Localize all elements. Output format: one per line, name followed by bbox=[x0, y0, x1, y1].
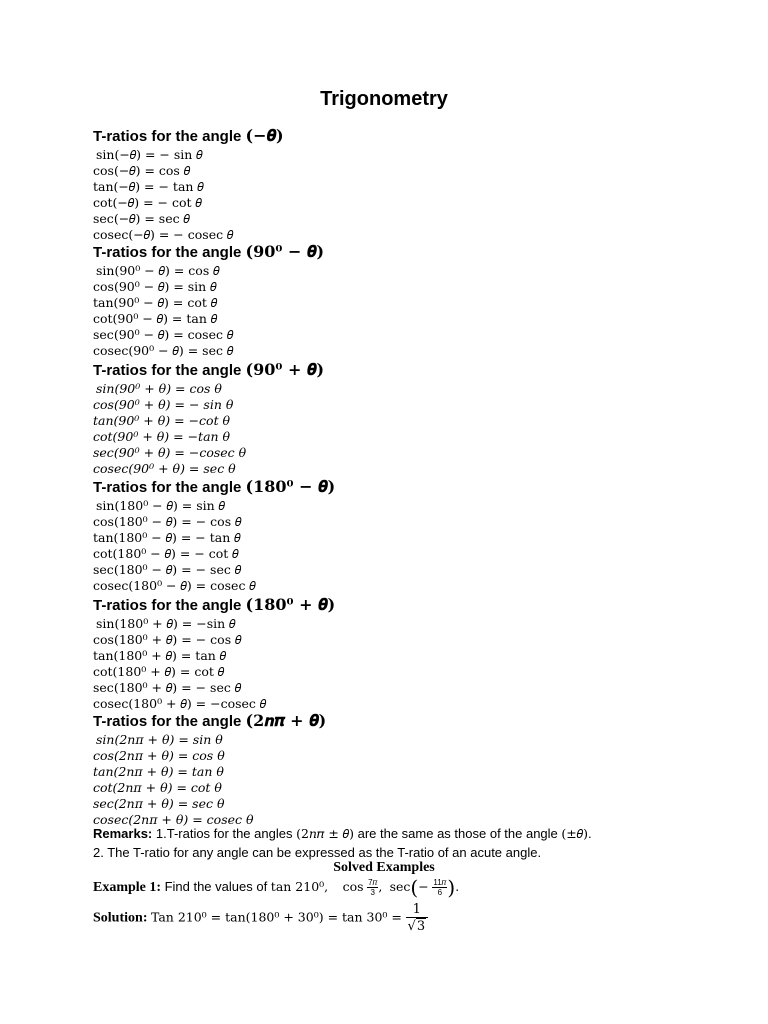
formula-line: tan(180⁰ − 𝜃) = − tan 𝜃 bbox=[93, 530, 241, 545]
formula-line: sin(90⁰ + 𝜃) = cos 𝜃 bbox=[96, 381, 222, 396]
formula-line: cot(−𝜃) = − cot 𝜃 bbox=[93, 195, 202, 210]
solution-label: Solution bbox=[93, 910, 143, 926]
example-1-math-sec-fn: sec bbox=[389, 879, 411, 894]
formula-line: sec(180⁰ − 𝜃) = − sec 𝜃 bbox=[93, 562, 242, 577]
example-1-separator: , bbox=[378, 879, 383, 894]
example-1-label: Example 1 bbox=[93, 880, 157, 895]
example-1-colon: : bbox=[156, 880, 165, 895]
section-heading-text: T-ratios for the angle bbox=[93, 713, 246, 730]
remarks-math-1: (2𝑛𝜋 ± 𝜃) bbox=[296, 826, 354, 841]
solved-examples-heading: Solved Examples bbox=[333, 860, 435, 875]
formula-line: tan(180⁰ + 𝜃) = tan 𝜃 bbox=[93, 648, 227, 663]
formula-line: sin(180⁰ + 𝜃) = −sin 𝜃 bbox=[96, 616, 236, 631]
section-heading-math: (−𝜽) bbox=[245, 126, 284, 145]
section-heading-text: T-ratios for the angle bbox=[93, 244, 246, 261]
example-1-end: . bbox=[455, 879, 460, 894]
section-heading-math: (90⁰ + 𝜽) bbox=[245, 360, 325, 379]
formula-line: sec(90⁰ + 𝜃) = −cosec 𝜃 bbox=[93, 445, 247, 460]
section-heading bbox=[93, 127, 284, 146]
sqrt-symbol: √3 bbox=[407, 919, 426, 934]
sqrt-radicand: 3 bbox=[416, 919, 426, 934]
formula-line: cos(−𝜃) = cos 𝜃 bbox=[93, 163, 191, 178]
section-heading-text: T-ratios for the angle bbox=[93, 479, 246, 496]
formula-line: sec(90⁰ − 𝜃) = cosec 𝜃 bbox=[93, 327, 234, 342]
formula-line: cosec(90⁰ − 𝜃) = sec 𝜃 bbox=[93, 343, 234, 358]
cos-fraction-numerator: 7𝜋 bbox=[368, 878, 378, 888]
solution-colon: : bbox=[142, 910, 151, 926]
formula-line: tan(−𝜃) = − tan 𝜃 bbox=[93, 179, 204, 194]
section-heading-math: (180⁰ − 𝜽) bbox=[245, 477, 336, 496]
formula-line: cot(90⁰ − 𝜃) = tan 𝜃 bbox=[93, 311, 218, 326]
section-heading-math: (2𝒏𝝅 + 𝜽) bbox=[245, 711, 327, 730]
formula-line: cot(180⁰ + 𝜃) = cot 𝜃 bbox=[93, 664, 225, 679]
right-paren: ) bbox=[447, 875, 456, 900]
page-title: Trigonometry bbox=[320, 88, 448, 110]
formula-line: tan(2𝑛𝜋 + 𝜃) = tan 𝜃 bbox=[93, 764, 224, 779]
formula-line: cos(90⁰ − 𝜃) = sin 𝜃 bbox=[93, 279, 217, 294]
formula-line: cosec(180⁰ − 𝜃) = cosec 𝜃 bbox=[93, 578, 256, 593]
left-paren: ( bbox=[410, 875, 419, 900]
section-heading-text: T-ratios for the angle bbox=[93, 128, 246, 145]
example-1-text: Find the values of bbox=[164, 879, 271, 894]
remarks-label: Remarks: bbox=[93, 826, 153, 841]
formula-line: sec(180⁰ + 𝜃) = − sec 𝜃 bbox=[93, 680, 242, 695]
remarks-text-a: 1.T-ratios for the angles bbox=[152, 826, 297, 841]
section-heading bbox=[93, 361, 324, 380]
section-heading-text: T-ratios for the angle bbox=[93, 597, 246, 614]
formula-line: cos(90⁰ + 𝜃) = − sin 𝜃 bbox=[93, 397, 234, 412]
formula-line: sec(2𝑛𝜋 + 𝜃) = sec 𝜃 bbox=[93, 796, 225, 811]
solution-fraction-denominator bbox=[406, 918, 429, 934]
example-1-math-tan: tan 210⁰, bbox=[270, 879, 329, 894]
example-1 bbox=[93, 875, 460, 900]
example-1-cos-fraction bbox=[367, 878, 378, 897]
formula-line: sin(−𝜃) = − sin 𝜃 bbox=[96, 147, 203, 162]
remarks-text-c: . bbox=[587, 826, 592, 841]
section-heading bbox=[93, 243, 324, 262]
formula-line: cosec(−𝜃) = − cosec 𝜃 bbox=[93, 227, 234, 242]
formula-line: cosec(2𝑛𝜋 + 𝜃) = cosec 𝜃 bbox=[93, 812, 254, 827]
formula-line: tan(90⁰ − 𝜃) = cot 𝜃 bbox=[93, 295, 218, 310]
solution-fraction bbox=[406, 902, 429, 934]
solution-fraction-numerator: 1 bbox=[406, 902, 429, 918]
formula-line: cosec(90⁰ + 𝜃) = sec 𝜃 bbox=[93, 461, 236, 476]
formula-line: tan(90⁰ + 𝜃) = −cot 𝜃 bbox=[93, 413, 231, 428]
cos-fraction-denominator: 3 bbox=[370, 888, 375, 898]
sec-fraction-numerator: 11𝜋 bbox=[433, 878, 447, 888]
remarks-line-2: 2. The T-ratio for any angle can be expressed as the T-ratio of an acute angle. bbox=[93, 845, 542, 860]
formula-line: cos(180⁰ − 𝜃) = − cos 𝜃 bbox=[93, 514, 242, 529]
formula-line: sin(90⁰ − 𝜃) = cos 𝜃 bbox=[96, 263, 220, 278]
remarks-math-2: (±𝜃) bbox=[561, 826, 588, 841]
formula-line: cot(180⁰ − 𝜃) = − cot 𝜃 bbox=[93, 546, 239, 561]
solution-expression: Tan 210⁰ = tan(180⁰ + 30⁰) = tan 30⁰ = bbox=[150, 909, 402, 925]
formula-line: sin(180⁰ − 𝜃) = sin 𝜃 bbox=[96, 498, 225, 513]
section-heading-text: T-ratios for the angle bbox=[93, 362, 246, 379]
example-1-math-cos-fn: cos bbox=[342, 879, 364, 894]
section-heading bbox=[93, 478, 335, 497]
sec-sign: − bbox=[418, 879, 429, 894]
example-1-sec-fraction bbox=[432, 878, 447, 897]
remarks-text-b: are the same as those of the angle bbox=[353, 826, 562, 841]
section-heading-math: (180⁰ + 𝜽) bbox=[245, 595, 336, 614]
formula-line: cos(180⁰ + 𝜃) = − cos 𝜃 bbox=[93, 632, 242, 647]
formula-line: sec(−𝜃) = sec 𝜃 bbox=[93, 211, 190, 226]
remarks-line-1 bbox=[93, 826, 592, 842]
formula-line: sin(2𝑛𝜋 + 𝜃) = sin 𝜃 bbox=[96, 732, 223, 747]
section-heading bbox=[93, 712, 326, 731]
section-heading-math: (90⁰ − 𝜽) bbox=[245, 242, 325, 261]
sec-fraction-denominator: 6 bbox=[437, 888, 443, 898]
solution bbox=[93, 902, 428, 934]
formula-line: cosec(180⁰ + 𝜃) = −cosec 𝜃 bbox=[93, 696, 267, 711]
formula-line: cot(90⁰ + 𝜃) = −tan 𝜃 bbox=[93, 429, 231, 444]
formula-line: cot(2𝑛𝜋 + 𝜃) = cot 𝜃 bbox=[93, 780, 222, 795]
formula-line: cos(2𝑛𝜋 + 𝜃) = cos 𝜃 bbox=[93, 748, 225, 763]
section-heading bbox=[93, 596, 335, 615]
